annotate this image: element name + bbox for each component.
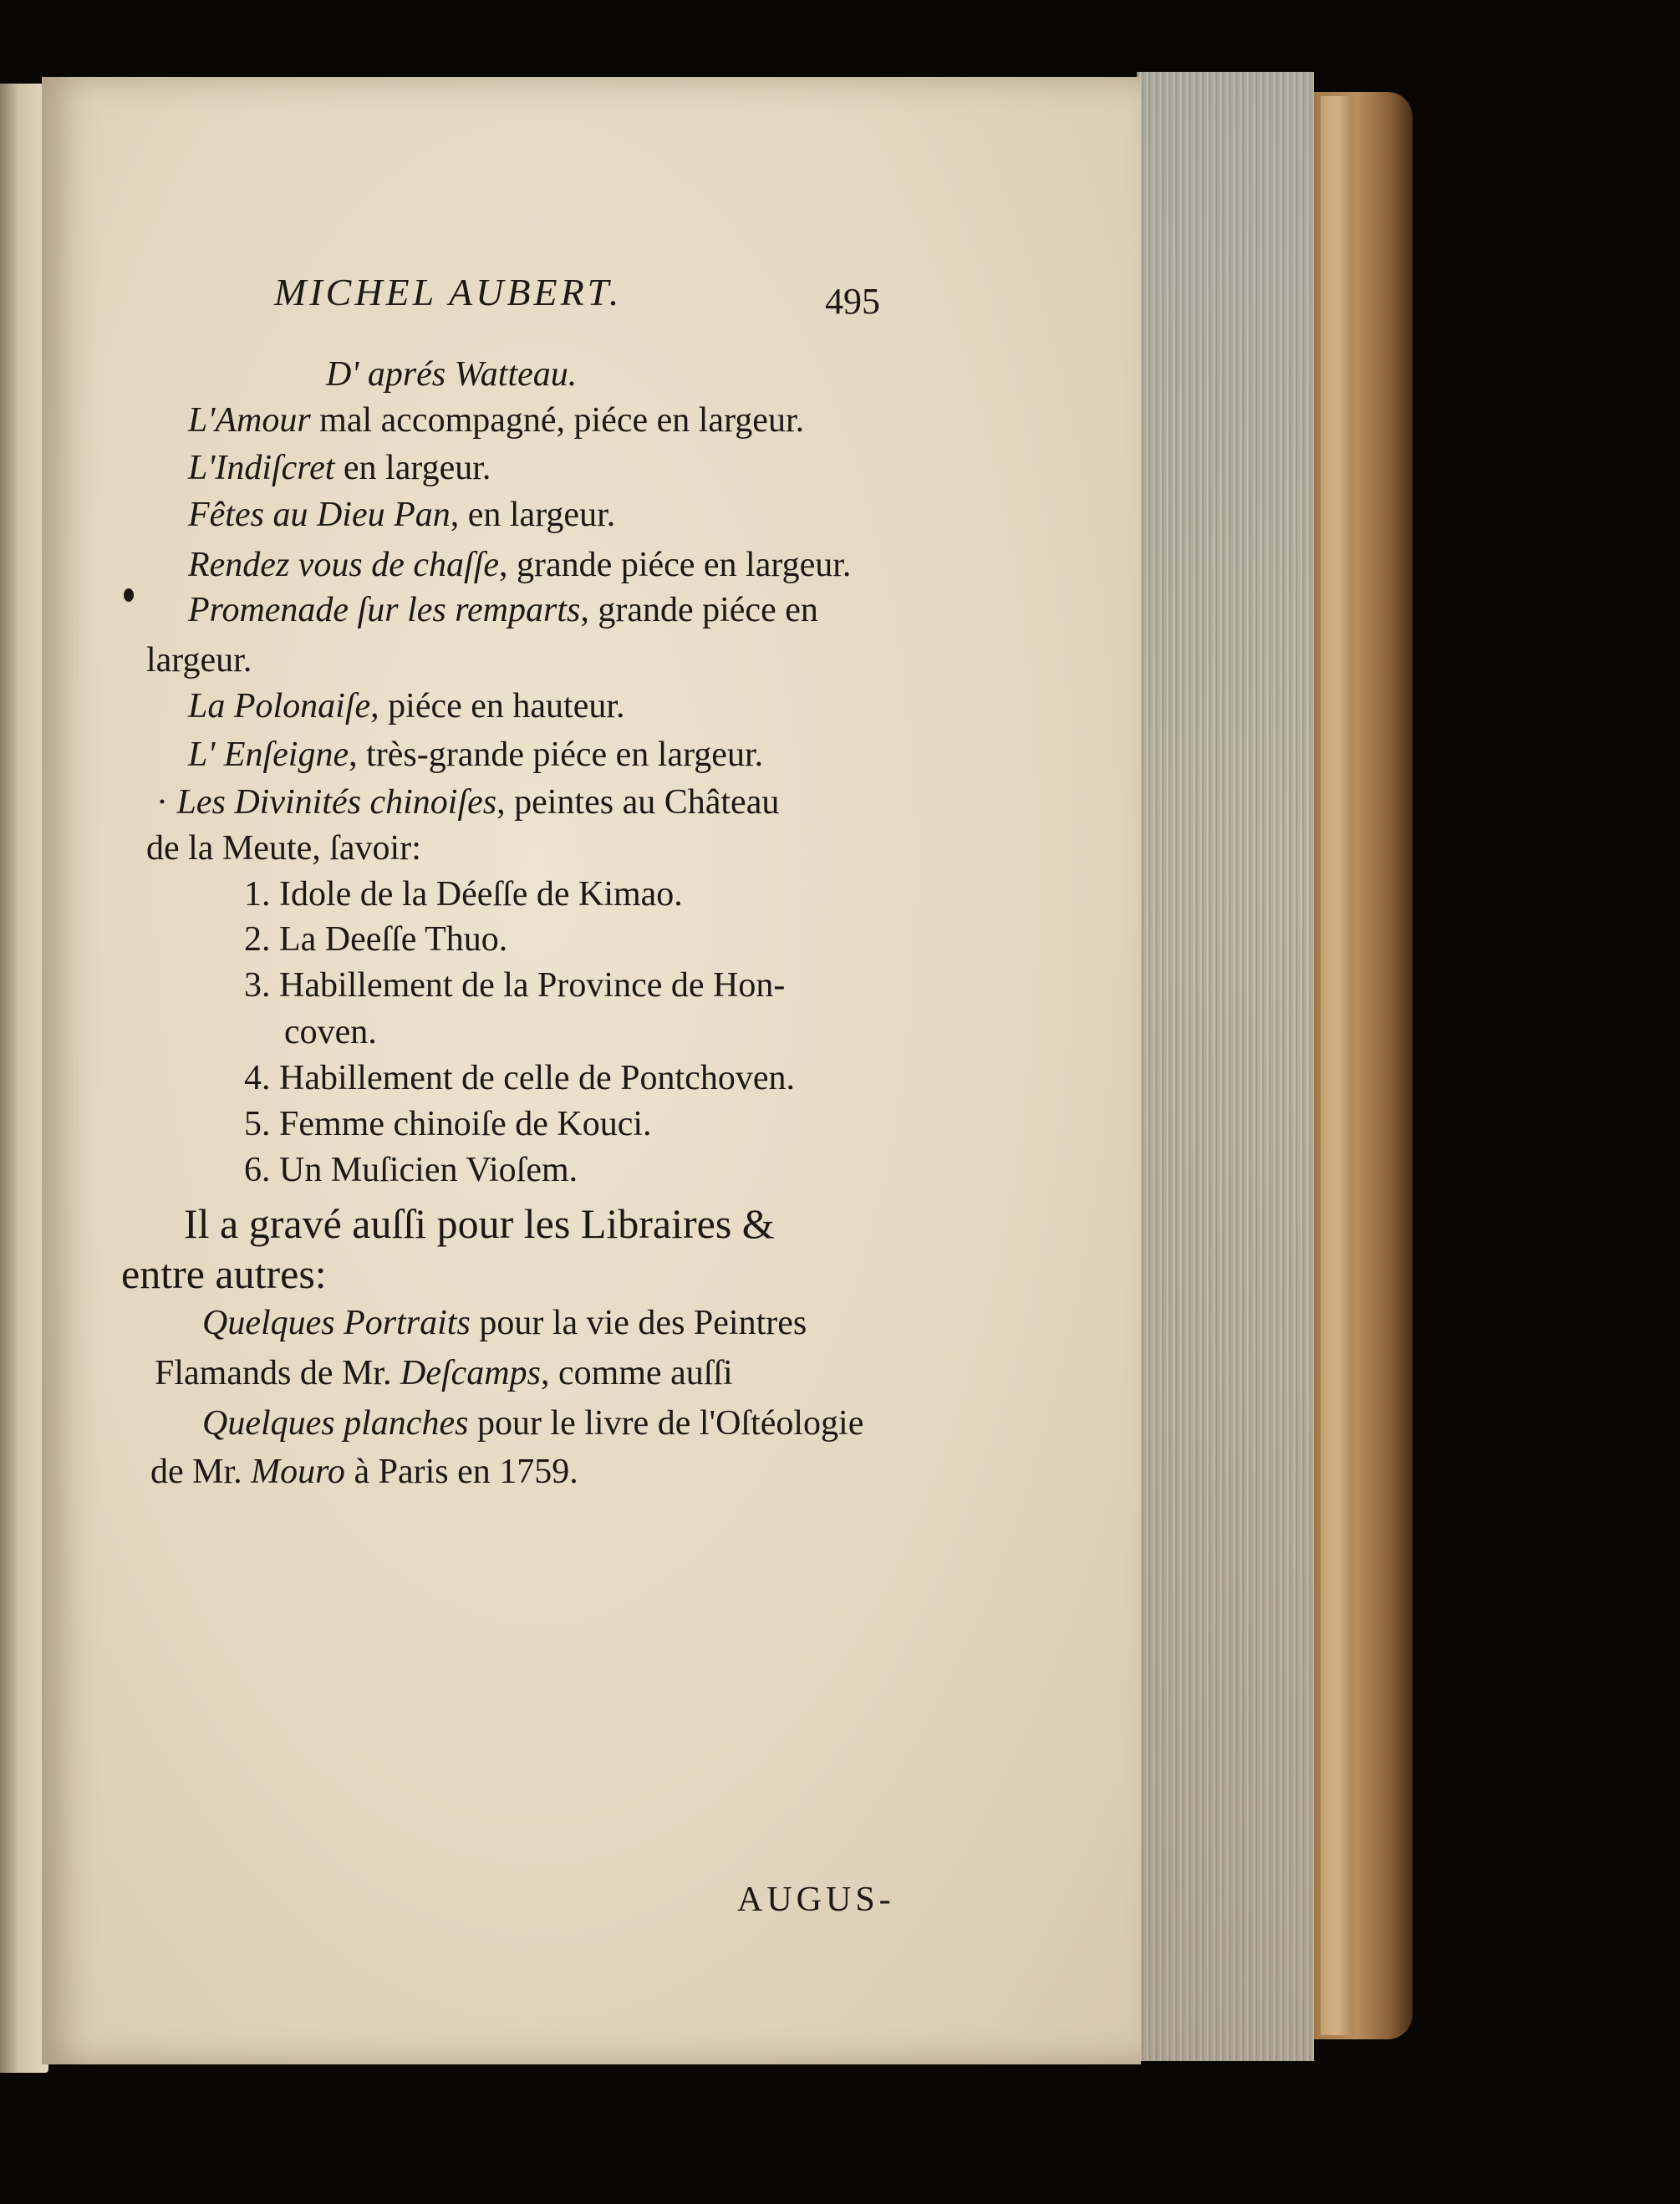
roman-run: largeur. <box>146 641 252 680</box>
margin-asterisk-mark <box>124 588 134 602</box>
italic-run: La Polonaiſe <box>188 687 371 725</box>
roman-run: pour la vie des Peintres <box>470 1304 807 1342</box>
roman-run: , piéce en hauteur. <box>370 687 625 725</box>
roman-run: Il a gravé auſſi pour les Libraires & <box>184 1200 775 1247</box>
italic-run: Rendez vous de chaſſe <box>188 546 500 584</box>
italic-run: Mouro <box>251 1453 345 1491</box>
catchword: AUGUS- <box>737 1881 895 1919</box>
page-number: 495 <box>825 281 880 322</box>
text-line <box>188 593 818 628</box>
roman-run: 5. Femme chinoiſe de Kouci. <box>244 1105 652 1143</box>
text-line <box>244 922 507 957</box>
text-line <box>188 547 851 583</box>
text-line <box>188 737 763 772</box>
text-line <box>202 1306 807 1341</box>
text-line <box>244 1153 578 1188</box>
text-line <box>202 1406 863 1441</box>
text-line <box>326 357 577 392</box>
roman-run: 6. Un Muſicien Vioſem. <box>244 1151 578 1189</box>
book-page <box>42 77 1141 2064</box>
italic-run: Fêtes au Dieu Pan <box>188 496 451 534</box>
text-line <box>188 403 804 438</box>
roman-run: à Paris en 1759. <box>344 1453 578 1491</box>
italic-run: Quelques Portraits <box>202 1304 471 1342</box>
text-line <box>146 643 252 678</box>
italic-run: L'Indiſcret <box>188 449 335 487</box>
roman-run: de Mr. <box>150 1453 252 1491</box>
italic-run: Promenade ſur les remparts <box>188 591 581 629</box>
roman-run: de la Meute, ſavoir: <box>146 829 421 868</box>
roman-run: , en largeur. <box>450 496 616 534</box>
text-line <box>284 1015 377 1050</box>
text-line <box>188 497 615 532</box>
italic-run: L' Enſeigne <box>188 736 349 774</box>
text-line <box>188 689 625 724</box>
text-line <box>184 1200 775 1247</box>
binding-highlight <box>1321 96 1354 2035</box>
text-line <box>188 450 491 486</box>
roman-run: 1. Idole de la Déeſſe de Kimao. <box>244 875 683 914</box>
text-line <box>244 1061 795 1096</box>
page-block-shading <box>1137 72 1312 2061</box>
running-head: MICHEL AUBERT. <box>274 271 623 313</box>
roman-run: 3. Habillement de la Province de Hon- <box>244 966 786 1005</box>
roman-run: , grande piéce en largeur. <box>499 546 852 584</box>
text-line <box>244 1107 652 1142</box>
text-line <box>150 1454 578 1489</box>
italic-run: L'Amour <box>188 401 311 440</box>
text-line <box>244 877 683 912</box>
italic-run: Les Divinités chinoiſes <box>176 783 497 822</box>
roman-run: mal accompagné, piéce en largeur. <box>310 401 805 440</box>
roman-run: · <box>156 783 177 822</box>
roman-run: entre autres: <box>121 1250 327 1297</box>
text-line <box>121 1250 327 1297</box>
roman-run: en largeur. <box>334 449 491 487</box>
roman-run: pour le livre de l'Oſtéologie <box>468 1404 864 1443</box>
text-line <box>155 1356 733 1391</box>
text-line <box>156 785 779 820</box>
italic-run: Deſcamps <box>400 1354 541 1392</box>
text-line <box>146 831 421 866</box>
italic-run: Quelques planches <box>202 1404 469 1443</box>
text-line <box>244 968 785 1003</box>
roman-run: , très-grande piéce en largeur. <box>349 736 764 774</box>
roman-run: 2. La Deeſſe Thuo. <box>244 920 508 959</box>
roman-run: Flamands de Mr. <box>155 1354 400 1392</box>
roman-run: , peintes au Château <box>496 783 780 822</box>
roman-run: , comme auſſi <box>540 1354 733 1392</box>
roman-run: coven. <box>284 1013 377 1051</box>
roman-run: , grande piéce en <box>580 591 818 629</box>
italic-run: D' aprés Watteau. <box>326 355 578 394</box>
roman-run: 4. Habillement de celle de Pontchoven. <box>244 1059 795 1097</box>
